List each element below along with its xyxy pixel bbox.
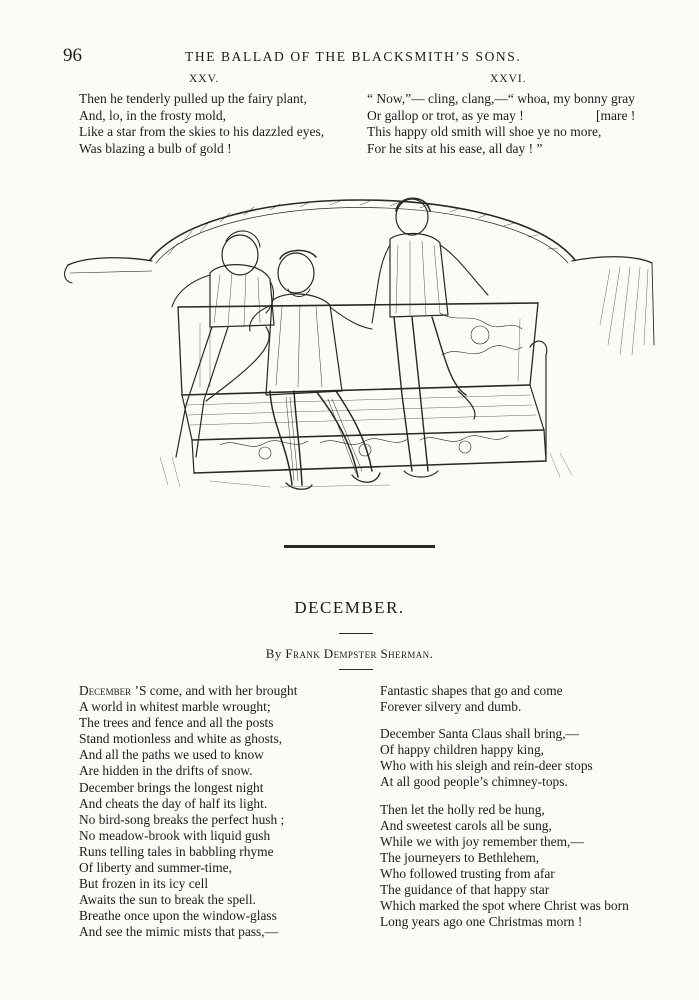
turnover-word: [mare ! <box>596 107 636 123</box>
poem-title: DECEMBER. <box>294 598 405 617</box>
verse-line: Then he tenderly pulled up the fairy plant, <box>79 91 307 106</box>
verse-line: Long years ago one Christmas morn ! <box>380 914 583 930</box>
blacksmith-sons-illustration <box>60 195 660 495</box>
byline-prefix: By <box>265 646 282 661</box>
verse-line: Which marked the spot where Christ was born <box>380 898 629 914</box>
verse-line: December ’S come, and with her brought <box>79 683 298 698</box>
verse-line: And sweetest carols all be sung, <box>380 817 552 833</box>
verse-line: Runs telling tales in babbling rhyme <box>79 843 274 859</box>
page-number: 96 <box>63 45 82 66</box>
verse-line: Awaits the sun to break the spell. <box>79 892 256 908</box>
verse-line: And, lo, in the frosty mold, <box>79 107 226 123</box>
verse-line: A world in whitest marble wrought; <box>79 699 271 715</box>
verse-line: December Santa Claus shall bring,— <box>380 726 579 742</box>
verse-line: For he sits at his ease, all day ! ” <box>367 140 543 156</box>
verse-line: Who followed trusting from afar <box>380 865 555 881</box>
stanza-gap <box>380 791 629 802</box>
stanza-numeral-26: XXVI. <box>490 73 527 85</box>
stanza-gap <box>380 715 629 726</box>
poem-column-left <box>79 683 297 941</box>
byline <box>0 646 699 662</box>
verse-line: While we with joy remember them,— <box>380 833 584 849</box>
running-title: THE BALLAD OF THE BLACKSMITH’S SONS. <box>185 49 522 64</box>
author-name: Frank Dempster Sherman. <box>285 646 434 661</box>
verse-line: The journeyers to Bethlehem, <box>380 849 540 865</box>
verse-line: “ Now,”— cling, clang,—“ whoa, my bonny gray <box>367 91 635 106</box>
verse-line: Breathe once upon the window-glass <box>79 908 277 924</box>
verse-line: Stand motionless and white as ghosts, <box>79 731 283 747</box>
verse-line: But frozen in its icy cell <box>79 876 209 892</box>
verse-line: This happy old smith will shoe ye no more, <box>367 124 602 139</box>
verse-line: Of happy children happy king, <box>380 742 544 758</box>
poem-column-right <box>380 683 629 930</box>
verse-line: And cheats the day of half its light. <box>79 795 268 811</box>
verse-line: Was blazing a bulb of gold ! <box>79 140 232 156</box>
verse-line: Then let the holly red be hung, <box>380 801 545 817</box>
verse-line: And all the paths we used to know <box>79 747 264 763</box>
stanza-numeral-25: XXV. <box>189 73 220 85</box>
title-rule <box>339 633 373 634</box>
verse-line: Or gallop or trot, as ye may ! <box>367 107 524 123</box>
verse-line: Forever silvery and dumb. <box>380 699 522 715</box>
verse-line-with-turnover <box>367 108 635 125</box>
verse-line: The guidance of that happy star <box>380 882 550 898</box>
stanza-26 <box>367 91 635 157</box>
verse-line: No bird-song breaks the perfect hush ; <box>79 811 285 827</box>
verse-line: Like a star from the skies to his dazzled eyes, <box>79 124 325 139</box>
opening-word: December <box>79 683 132 698</box>
section-divider <box>284 545 435 548</box>
verse-line: The trees and fence and all the posts <box>79 715 274 731</box>
stanza-25 <box>79 91 324 157</box>
verse-line: Who with his sleigh and rein-deer stops <box>380 758 593 774</box>
verse-line: Of liberty and summer-time, <box>79 860 232 876</box>
verse-line: Fantastic shapes that go and come <box>380 683 563 698</box>
verse-line: No meadow-brook with liquid gush <box>79 827 271 843</box>
verse-line: Are hidden in the drifts of snow. <box>79 763 253 779</box>
verse-line: At all good people’s chimney-tops. <box>380 774 568 790</box>
verse-line: December brings the longest night <box>79 779 264 795</box>
byline-rule <box>339 669 373 670</box>
verse-line: And see the mimic mists that pass,— <box>79 924 278 940</box>
